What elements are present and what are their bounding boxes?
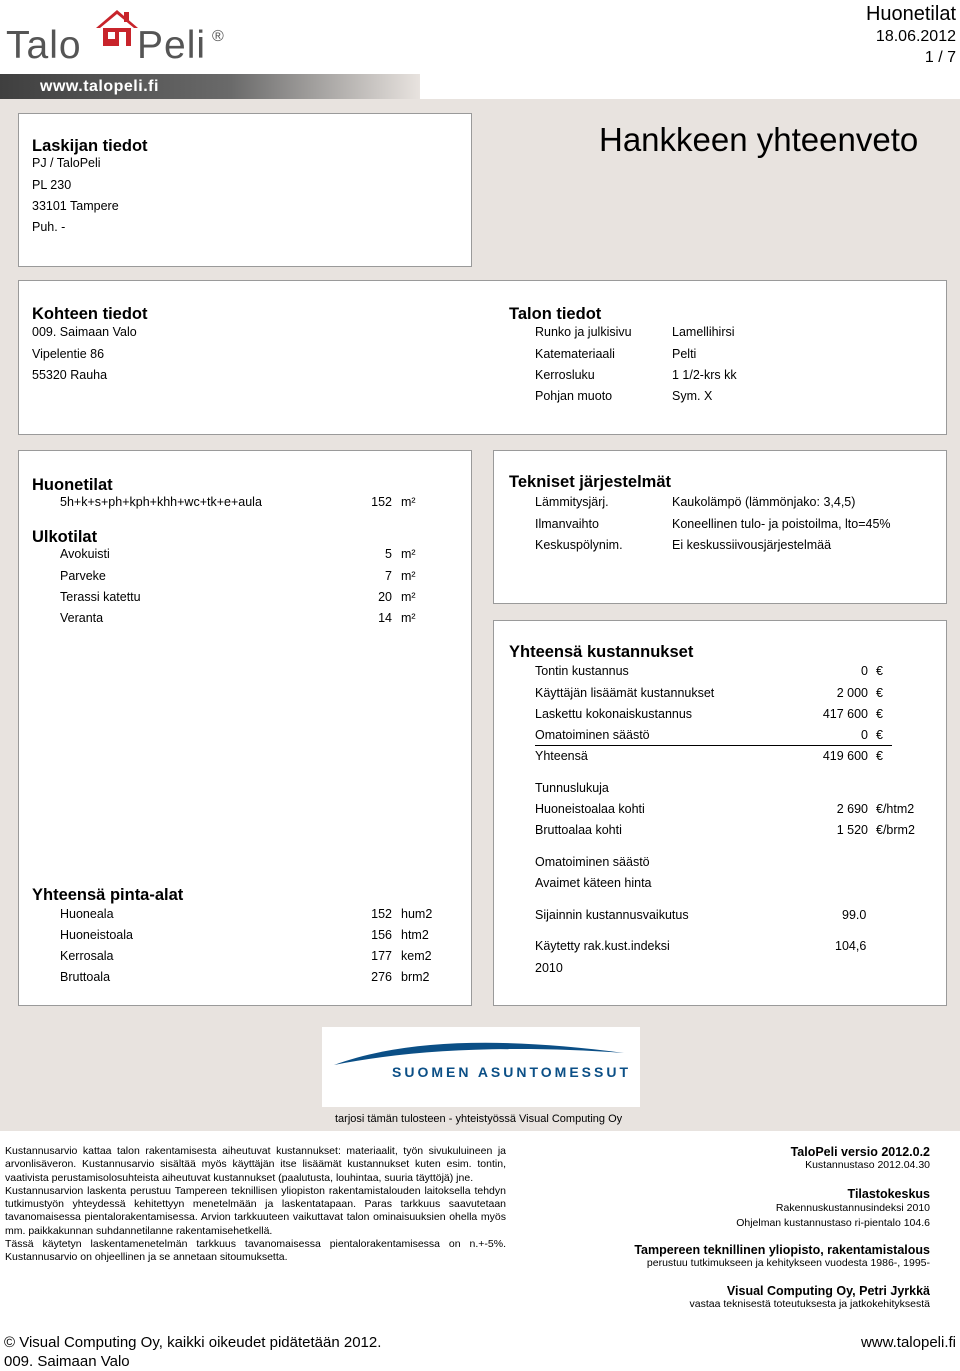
- tech-value: Kaukolämpö (lämmönjako: 3,4,5): [672, 495, 856, 509]
- copyright: © Visual Computing Oy, kaikki oikeudet pidätetään 2012.: [4, 1334, 382, 1351]
- index-label: Käytetty rak.kust.indeksi: [535, 939, 670, 953]
- outdoor-value: 20: [378, 590, 392, 604]
- house-label: Kerrosluku: [535, 368, 595, 382]
- area-label: Kerrosala: [60, 949, 114, 963]
- index-year: 2010: [535, 961, 563, 975]
- keyfigs-title: Tunnuslukuja: [535, 781, 609, 795]
- buyer-line: Puh. -: [32, 220, 66, 234]
- tech-label: Lämmitysjärj.: [535, 495, 609, 509]
- area-unit: kem2: [401, 949, 432, 963]
- rooms-panel: [18, 450, 472, 1006]
- tech-title: Tekniset järjestelmät: [509, 473, 672, 491]
- summary-title: Hankkeen yhteenveto: [599, 121, 919, 158]
- credit-head: Tampereen teknillinen yliopisto, rakentamistalous: [634, 1243, 930, 1257]
- self-save-value: Avaimet käteen hinta: [535, 876, 652, 890]
- house-value: 1 1/2-krs kk: [672, 368, 737, 382]
- cost-label: Omatoiminen säästö: [535, 728, 650, 742]
- house-title: Talon tiedot: [509, 305, 602, 323]
- location-value: 99.0: [842, 908, 867, 922]
- sponsor-credit: tarjosi tämän tulosteen - yhteistyössä Visual Computing Oy: [335, 1113, 623, 1125]
- keyfig-unit: €/brm2: [876, 823, 915, 837]
- buyer-line: PL 230: [32, 178, 72, 192]
- footer-url[interactable]: www.talopeli.fi: [860, 1334, 956, 1351]
- outdoor-title: Ulkotilat: [32, 528, 98, 546]
- keyfig-value: 1 520: [836, 823, 868, 837]
- credit-sub: perustuu tutkimukseen ja kehitykseen vuodesta 1986-, 1995-: [646, 1257, 930, 1269]
- doc-title: Huonetilat: [865, 3, 956, 25]
- area-unit: htm2: [401, 928, 429, 942]
- credit-sub: Rakennuskustannusindeksi 2010: [775, 1202, 930, 1214]
- cost-value: 2 000: [836, 686, 868, 700]
- house-label: Katemateriaali: [535, 347, 615, 361]
- logo-registered-mark: ®: [212, 28, 224, 45]
- outdoor-unit: m²: [401, 590, 416, 604]
- cost-label: Tontin kustannus: [535, 664, 629, 678]
- keyfig-label: Bruttoalaa kohti: [535, 823, 622, 837]
- cost-value: 417 600: [822, 707, 868, 721]
- house-value: Sym. X: [672, 389, 713, 403]
- area-value: 156: [371, 928, 392, 942]
- area-label: Huoneistoala: [60, 928, 133, 942]
- page-number: 1 / 7: [924, 49, 956, 66]
- sponsor-logo: [322, 1027, 640, 1107]
- logo-house-icon: [94, 8, 140, 48]
- area-unit: brm2: [401, 970, 430, 984]
- area-value: 152: [371, 907, 392, 921]
- house-value: Pelti: [672, 347, 697, 361]
- talopeli-logo: [6, 8, 246, 68]
- cost-currency: €: [876, 749, 883, 763]
- credit-head: Tilastokeskus: [847, 1187, 930, 1201]
- tech-panel: [493, 450, 947, 604]
- buyer-line: PJ / TaloPeli: [32, 156, 101, 170]
- area-label: Huoneala: [60, 907, 114, 921]
- disclaimer-paragraph: Tässä käytetyn laskentamenetelmän tarkkuus tavanomaisessa pientalorakentamisessa on n.+-5%. Kustannusarvio on ohjeellinen ja se annetaan sitoumuksetta.: [5, 1238, 506, 1264]
- tech-label: Ilmanvaihto: [535, 517, 599, 531]
- credit-head: TaloPeli versio 2012.0.2: [790, 1145, 930, 1159]
- cost-currency: €: [876, 707, 883, 721]
- rooms-main-unit: m²: [401, 495, 416, 509]
- url-banner-text: www.talopeli.fi: [40, 78, 159, 95]
- site-line: 55320 Rauha: [32, 368, 108, 382]
- outdoor-label: Terassi katettu: [60, 590, 141, 604]
- cost-total-label: Yhteensä: [535, 749, 588, 763]
- rooms-main-value: 152: [371, 495, 392, 509]
- house-label: Runko ja julkisivu: [535, 325, 632, 339]
- site-line: 009. Saimaan Valo: [32, 325, 137, 339]
- cost-currency: €: [876, 664, 883, 678]
- sponsor-logo-text: SUOMEN ASUNTOMESSUT: [392, 1064, 632, 1080]
- logo-text-peli: Peli: [137, 24, 207, 67]
- tech-label: Keskuspölynim.: [535, 538, 623, 552]
- credit-head: Visual Computing Oy, Petri Jyrkkä: [726, 1284, 930, 1298]
- rooms-title: Huonetilat: [32, 476, 113, 494]
- costs-panel: [493, 620, 947, 1006]
- site-title: Kohteen tiedot: [32, 305, 148, 323]
- cost-currency: €: [876, 686, 883, 700]
- total-divider: [535, 745, 892, 746]
- rooms-main-label: 5h+k+s+ph+kph+khh+wc+tk+e+aula: [60, 495, 262, 509]
- credit-sub: Ohjelman kustannustaso ri-pientalo 104.6: [736, 1217, 930, 1229]
- url-banner: [0, 74, 420, 99]
- outdoor-value: 14: [378, 611, 392, 625]
- outdoor-unit: m²: [401, 547, 416, 561]
- cost-value: 0: [861, 728, 868, 742]
- cost-currency: €: [876, 728, 883, 742]
- buyer-panel: [18, 113, 472, 267]
- area-label: Bruttoala: [60, 970, 111, 984]
- area-value: 177: [371, 949, 392, 963]
- disclaimer-paragraph: Kustannusarvion laskenta perustuu Tampereen teknillisen yliopiston rakentamistalouden laitoksella tehdyn tutkimustyön yhteydessä kehitettyyn menetelmään ja laskentatapaan. Paras tarkkuus saavutetaan tavanomaisessa pientalorakentamisessa. Arvion tarkkuuteen vaikuttavat talon ominaisuuksien ohella myös mm. paikkakunnan suhdannetilanne rakentamisehetkellä.: [5, 1184, 506, 1237]
- credit-sub: vastaa teknisestä toteutuksesta ja jatkokehityksestä: [689, 1298, 930, 1310]
- cost-label: Laskettu kokonaiskustannus: [535, 707, 693, 721]
- doc-date: 18.06.2012: [875, 28, 956, 45]
- credits: [560, 1145, 930, 1311]
- house-value: Lamellihirsi: [672, 325, 735, 339]
- outdoor-label: Parveke: [60, 569, 106, 583]
- keyfig-label: Huoneistoalaa kohti: [535, 802, 645, 816]
- cost-value: 0: [861, 664, 868, 678]
- site-panel: [18, 280, 947, 435]
- tech-value: Ei keskussiivousjärjestelmää: [672, 538, 832, 552]
- cost-label: Käyttäjän lisäämät kustannukset: [535, 686, 715, 700]
- outdoor-label: Veranta: [60, 611, 104, 625]
- areas-title: Yhteensä pinta-alat: [32, 886, 184, 904]
- outdoor-label: Avokuisti: [60, 547, 110, 561]
- disclaimer: [5, 1145, 506, 1265]
- cost-total-value: 419 600: [822, 749, 868, 763]
- keyfig-unit: €/htm2: [876, 802, 915, 816]
- credit-sub: Kustannustaso 2012.04.30: [805, 1159, 930, 1171]
- house-label: Pohjan muoto: [535, 389, 613, 403]
- buyer-title: Laskijan tiedot: [32, 137, 148, 155]
- logo-text-talo: Talo: [6, 24, 82, 67]
- disclaimer-paragraph: Kustannusarvio kattaa talon rakentamisesta aiheutuvat kustannukset: materiaalit, työn sivukuluineen ja arvonlisäveron. Kustannusarvio sisältää myös käyttäjän itse lisäämät kustannukset kuten esim. tontin, vaativista perustamisolosuhteista aiheutuvat kustannukset (paalutusta, louhintaa, suuria täyttöjä) jne.: [5, 1145, 506, 1184]
- costs-title: Yhteensä kustannukset: [509, 643, 694, 661]
- footer-project: 009. Saimaan Valo: [4, 1353, 130, 1370]
- index-value: 104,6: [835, 939, 867, 953]
- outdoor-unit: m²: [401, 611, 416, 625]
- location-label: Sijainnin kustannusvaikutus: [535, 908, 689, 922]
- buyer-line: 33101 Tampere: [32, 199, 119, 213]
- keyfig-value: 2 690: [836, 802, 868, 816]
- outdoor-value: 5: [385, 547, 392, 561]
- area-unit: hum2: [401, 907, 433, 921]
- tech-value: Koneellinen tulo- ja poistoilma, lto=45%: [672, 517, 891, 531]
- self-save-title: Omatoiminen säästö: [535, 855, 650, 869]
- site-line: Vipelentie 86: [32, 347, 105, 361]
- area-value: 276: [371, 970, 392, 984]
- outdoor-value: 7: [385, 569, 392, 583]
- outdoor-unit: m²: [401, 569, 416, 583]
